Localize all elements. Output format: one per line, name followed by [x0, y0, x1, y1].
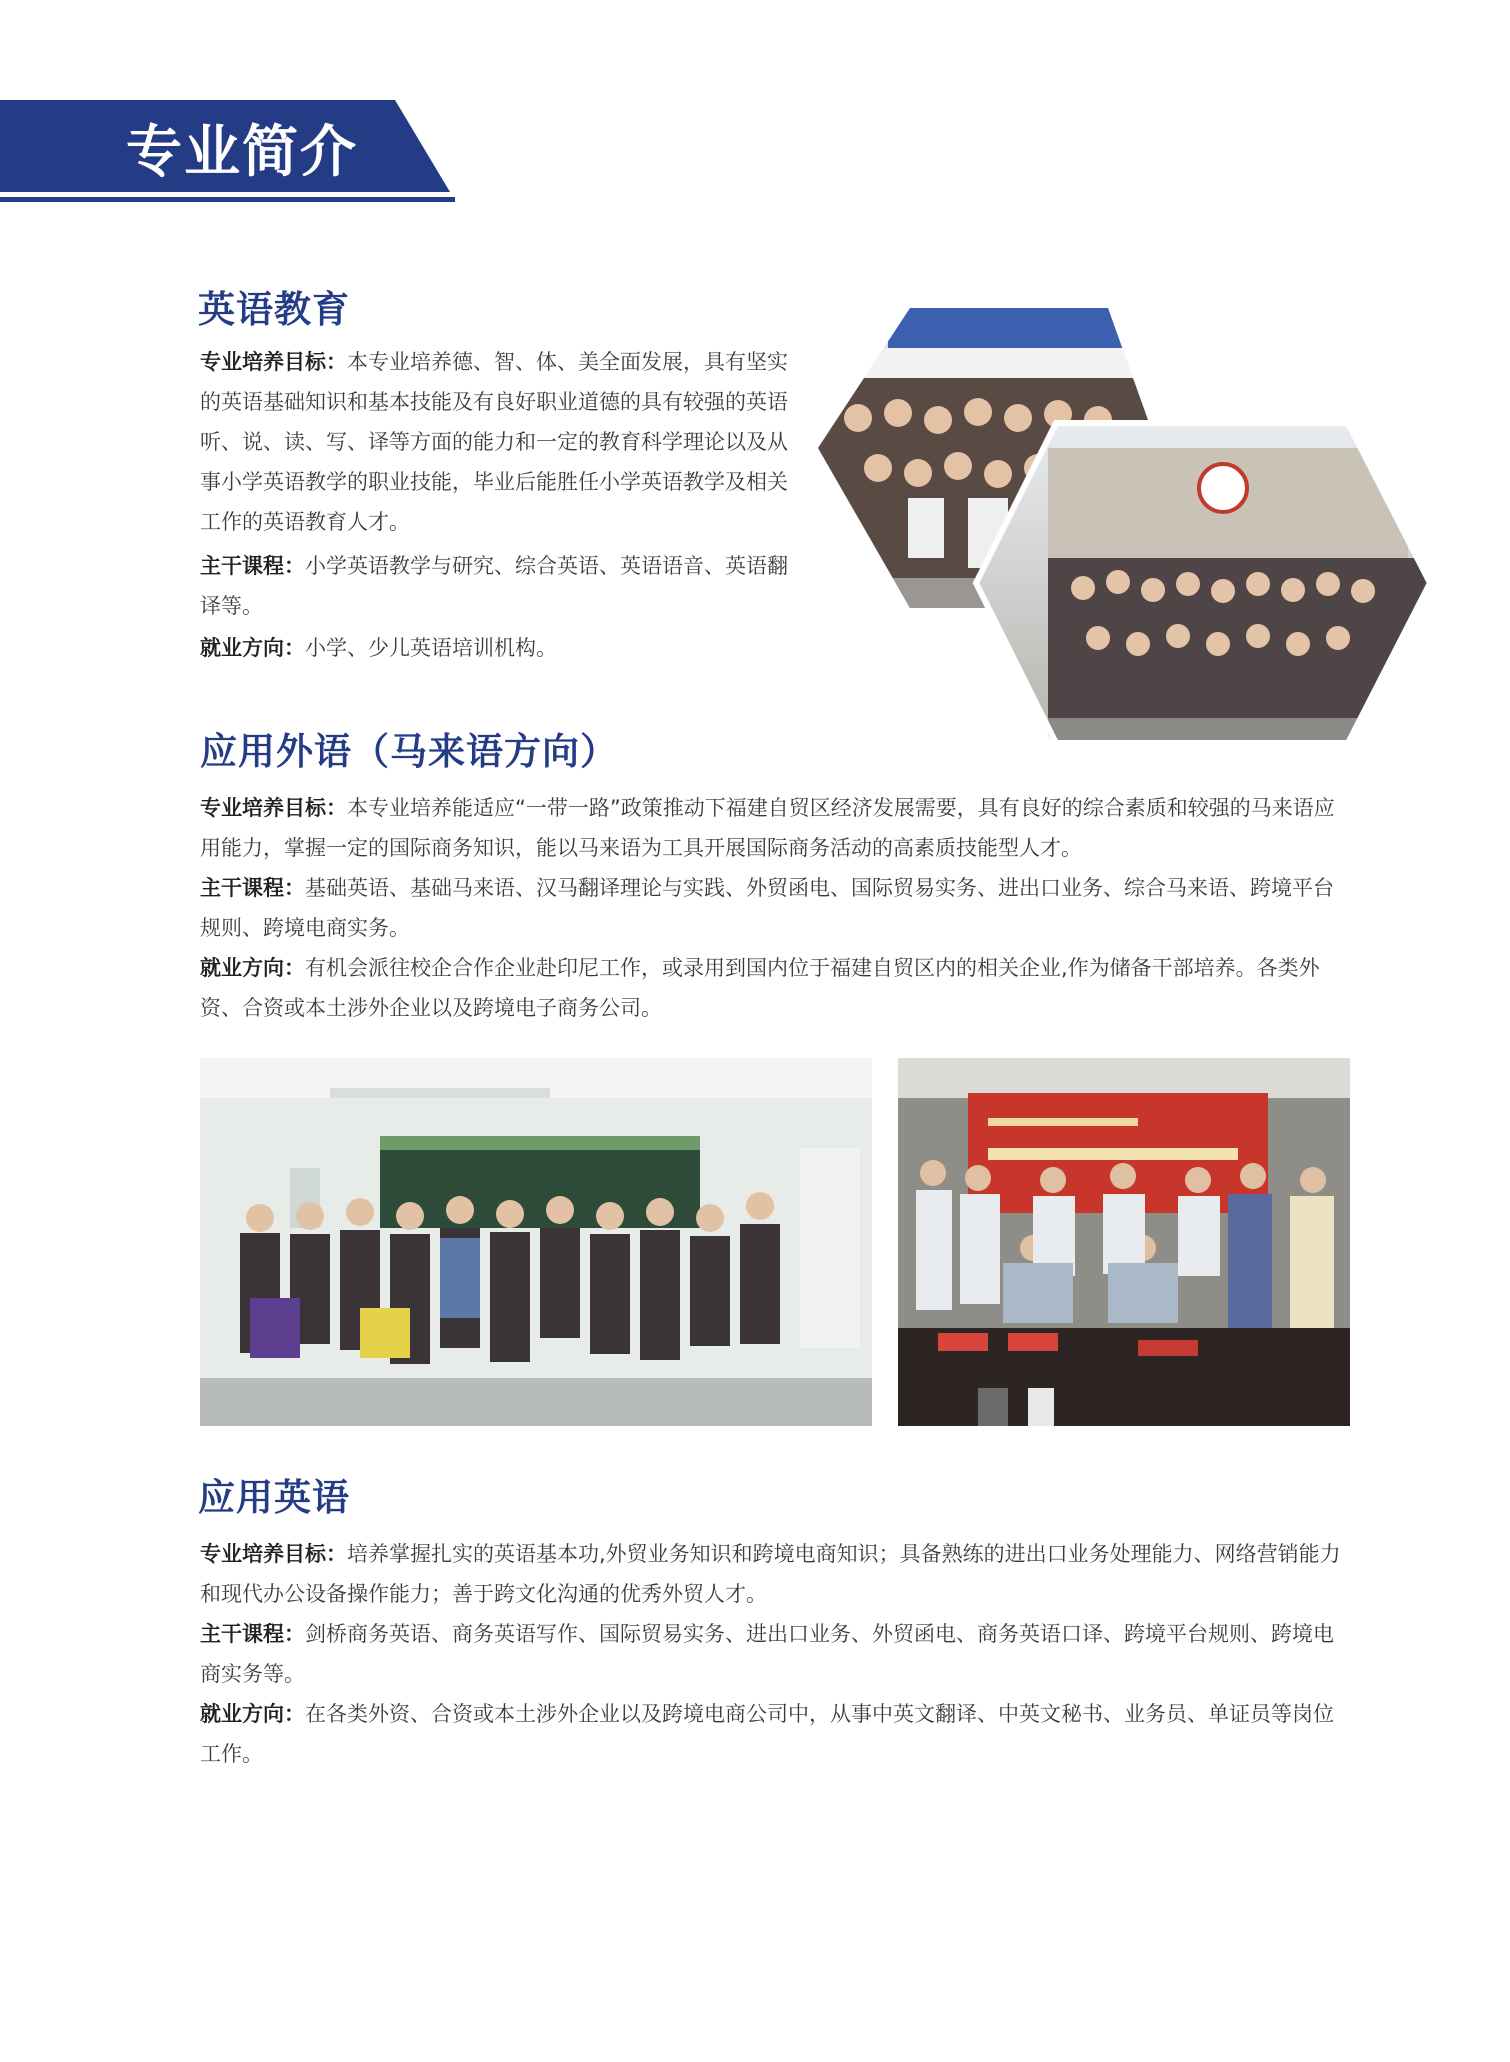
page-title: 专业简介 [126, 120, 358, 185]
section-title-applied-foreign-language: 应用外语（马来语方向） [200, 730, 618, 773]
jobs-label: 就业方向： [200, 1702, 305, 1726]
applied-english-goal [200, 1534, 1350, 1614]
jobs-label: 就业方向： [200, 956, 305, 980]
photo-classroom-group [200, 1058, 872, 1426]
jobs-text: 小学、少儿英语培训机构。 [305, 636, 557, 660]
goal-label: 专业培养目标： [200, 350, 347, 374]
english-education-jobs [200, 628, 800, 668]
jobs-label: 就业方向： [200, 636, 305, 660]
jobs-text: 有机会派往校企合作企业赴印尼工作，或录用到国内位于福建自贸区内的相关企业,作为储备干部培养。各类外资、合资或本土涉外企业以及跨境电子商务公司。 [200, 956, 1320, 1020]
goal-text: 本专业培养德、智、体、美全面发展，具有坚实的英语基础知识和基本技能及有良好职业道德的具有较强的英语听、说、读、写、译等方面的能力和一定的教育科学理论以及从事小学英语教学的职业技能，毕业后能胜任小学英语教学及相关工作的英语教育人才。 [200, 350, 788, 534]
english-education-goal [200, 342, 800, 542]
goal-label: 专业培养目标： [200, 796, 347, 820]
courses-text: 小学英语教学与研究、综合英语、英语语音、英语翻译等。 [200, 554, 788, 618]
courses-text: 基础英语、基础马来语、汉马翻译理论与实践、外贸函电、国际贸易实务、进出口业务、综合马来语、跨境平台规则、跨境电商实务。 [200, 876, 1334, 940]
jobs-text: 在各类外资、合资或本土涉外企业以及跨境电商公司中，从事中英文翻译、中英文秘书、业务员、单证员等岗位工作。 [200, 1702, 1334, 1766]
malay-courses [200, 868, 1350, 948]
photo-students-school [968, 418, 1430, 748]
goal-label: 专业培养目标： [200, 1542, 347, 1566]
courses-label: 主干课程： [200, 1622, 305, 1646]
section-title-applied-english: 应用英语 [198, 1476, 350, 1519]
applied-english-jobs [200, 1694, 1350, 1774]
courses-label: 主干课程： [200, 554, 305, 578]
goal-text: 本专业培养能适应“一带一路”政策推动下福建自贸区经济发展需要，具有良好的综合素质和较强的马来语应用能力，掌握一定的国际商务知识，能以马来语为工具开展国际商务活动的高素质技能型人才。 [200, 796, 1335, 860]
applied-english-courses [200, 1614, 1350, 1694]
goal-text: 培养掌握扎实的英语基本功,外贸业务知识和跨境电商知识；具备熟练的进出口业务处理能力、网络营销能力和现代办公设备操作能力；善于跨文化沟通的优秀外贸人才。 [200, 1542, 1341, 1606]
courses-label: 主干课程： [200, 876, 305, 900]
malay-goal [200, 788, 1350, 868]
hexagon-photo-group [818, 308, 1430, 748]
section-title-english-education: 英语教育 [198, 288, 350, 331]
photo-signing-ceremony [898, 1058, 1350, 1426]
courses-text: 剑桥商务英语、商务英语写作、国际贸易实务、进出口业务、外贸函电、商务英语口译、跨境平台规则、跨境电商实务等。 [200, 1622, 1334, 1686]
english-education-courses [200, 546, 800, 626]
malay-jobs [200, 948, 1350, 1028]
